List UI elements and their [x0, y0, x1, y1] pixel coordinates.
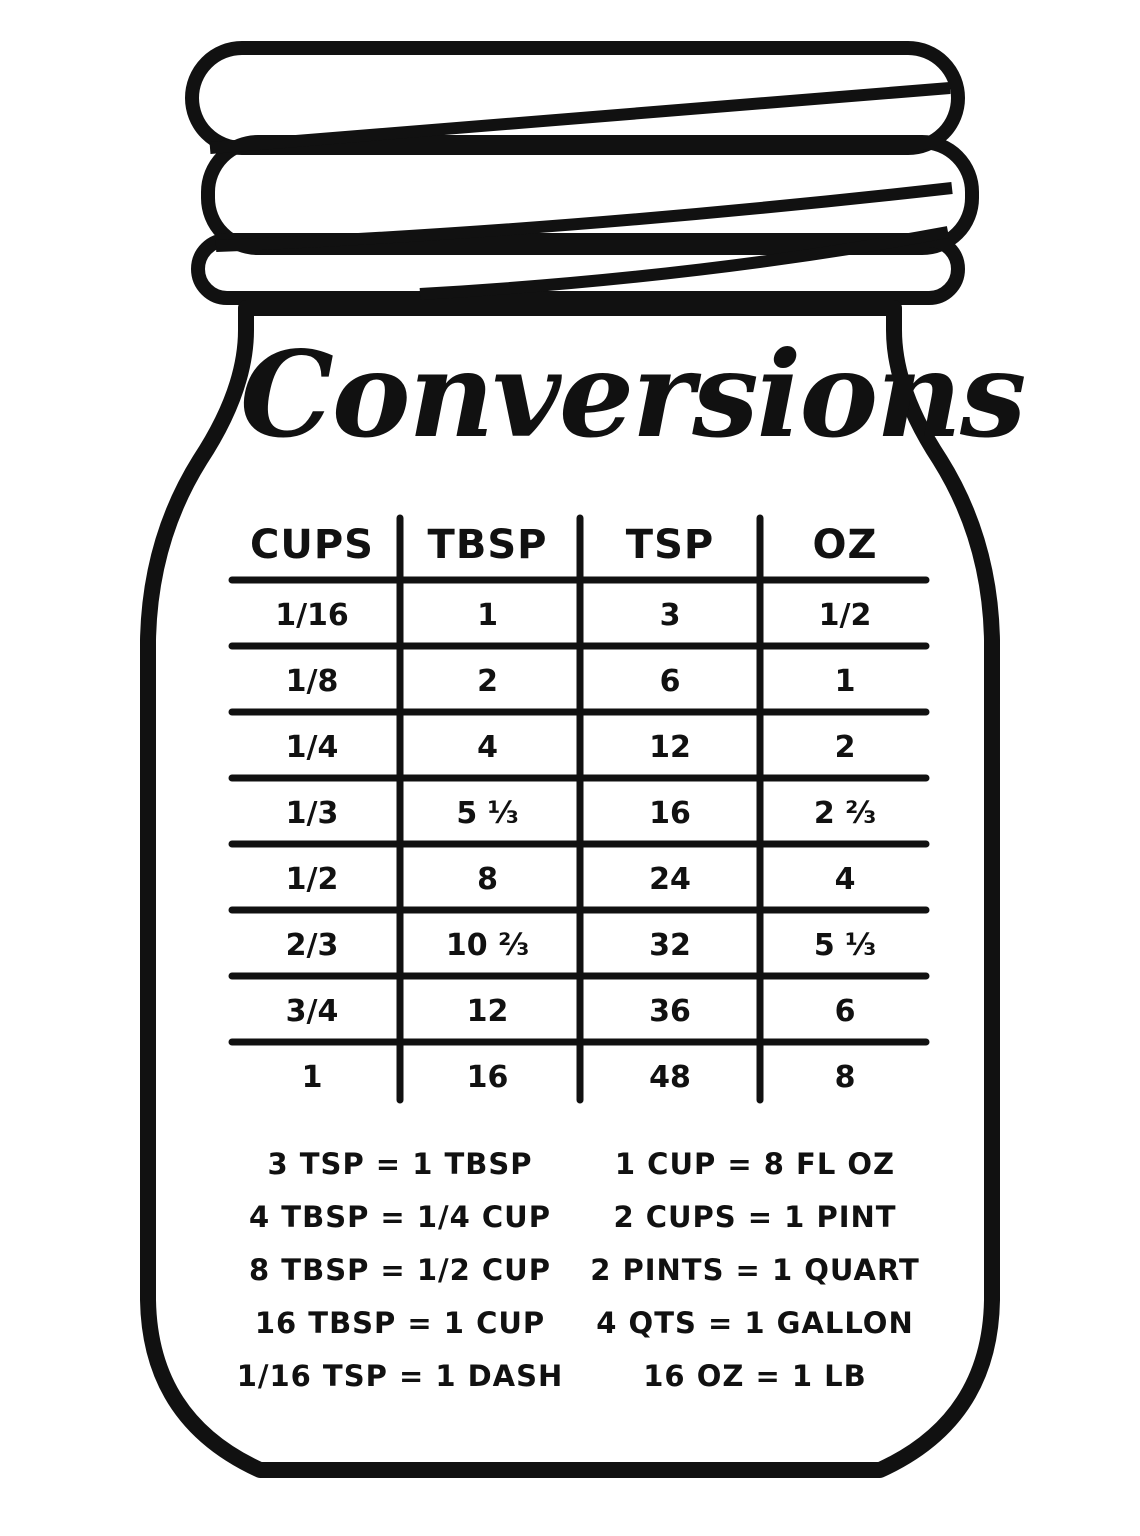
note-left: 1/16 TSP = 1 DASH: [236, 1359, 564, 1393]
note-right: 1 CUP = 8 FL OZ: [614, 1147, 896, 1181]
table-cell: 5 ⅓: [813, 928, 877, 963]
table-cell: 3: [659, 598, 681, 633]
table-cell: 12: [649, 730, 691, 765]
table-cell: 1/3: [285, 796, 339, 831]
table-cell: 1/4: [285, 730, 339, 765]
note-left: 16 TBSP = 1 CUP: [254, 1306, 546, 1340]
table-cell: 16: [649, 796, 691, 831]
table-cell: 2: [834, 730, 856, 765]
table-cell: 2 ⅔: [813, 796, 877, 831]
table-cell: 10 ⅔: [445, 928, 530, 963]
table-cell: 5 ⅓: [456, 796, 519, 831]
header-cups: CUPS: [250, 522, 374, 568]
table-cell: 4: [834, 862, 856, 897]
table-cell: 1: [834, 664, 856, 699]
table-cell: 2: [477, 664, 498, 699]
table-cell: 24: [649, 862, 691, 897]
table-cell: 8: [477, 862, 498, 897]
table-cell: 6: [834, 994, 856, 1029]
table-cell: 1/8: [285, 664, 339, 699]
table-cell: 3/4: [285, 994, 339, 1029]
note-left: 4 TBSP = 1/4 CUP: [249, 1200, 551, 1234]
table-cell: 1/2: [818, 598, 872, 633]
table-cell: 2/3: [285, 928, 339, 963]
note-right: 16 OZ = 1 LB: [643, 1359, 867, 1393]
table-cell: 16: [466, 1060, 509, 1095]
table-cell: 6: [659, 664, 681, 699]
table-cell: 1/16: [275, 598, 349, 633]
table-cell: 1: [301, 1060, 323, 1095]
table-cell: 1/2: [285, 862, 339, 897]
header-tsp: TSP: [625, 522, 715, 568]
header-tbsp: TBSP: [427, 522, 548, 568]
note-left: 8 TBSP = 1/2 CUP: [249, 1253, 551, 1287]
table-cell: 8: [834, 1060, 856, 1095]
table-cell: 32: [649, 928, 691, 963]
page-title: Conversions: [240, 325, 1025, 464]
table-cell: 4: [477, 730, 498, 765]
header-oz: OZ: [812, 522, 878, 568]
table-cell: 36: [649, 994, 691, 1029]
note-left: 3 TSP = 1 TBSP: [267, 1147, 533, 1181]
table-cell: 1: [477, 598, 498, 633]
note-right: 4 QTS = 1 GALLON: [596, 1306, 914, 1340]
table-cell: 48: [649, 1060, 691, 1095]
note-right: 2 CUPS = 1 PINT: [613, 1200, 897, 1234]
table-cell: 12: [466, 994, 509, 1029]
note-right: 2 PINTS = 1 QUART: [590, 1253, 920, 1287]
